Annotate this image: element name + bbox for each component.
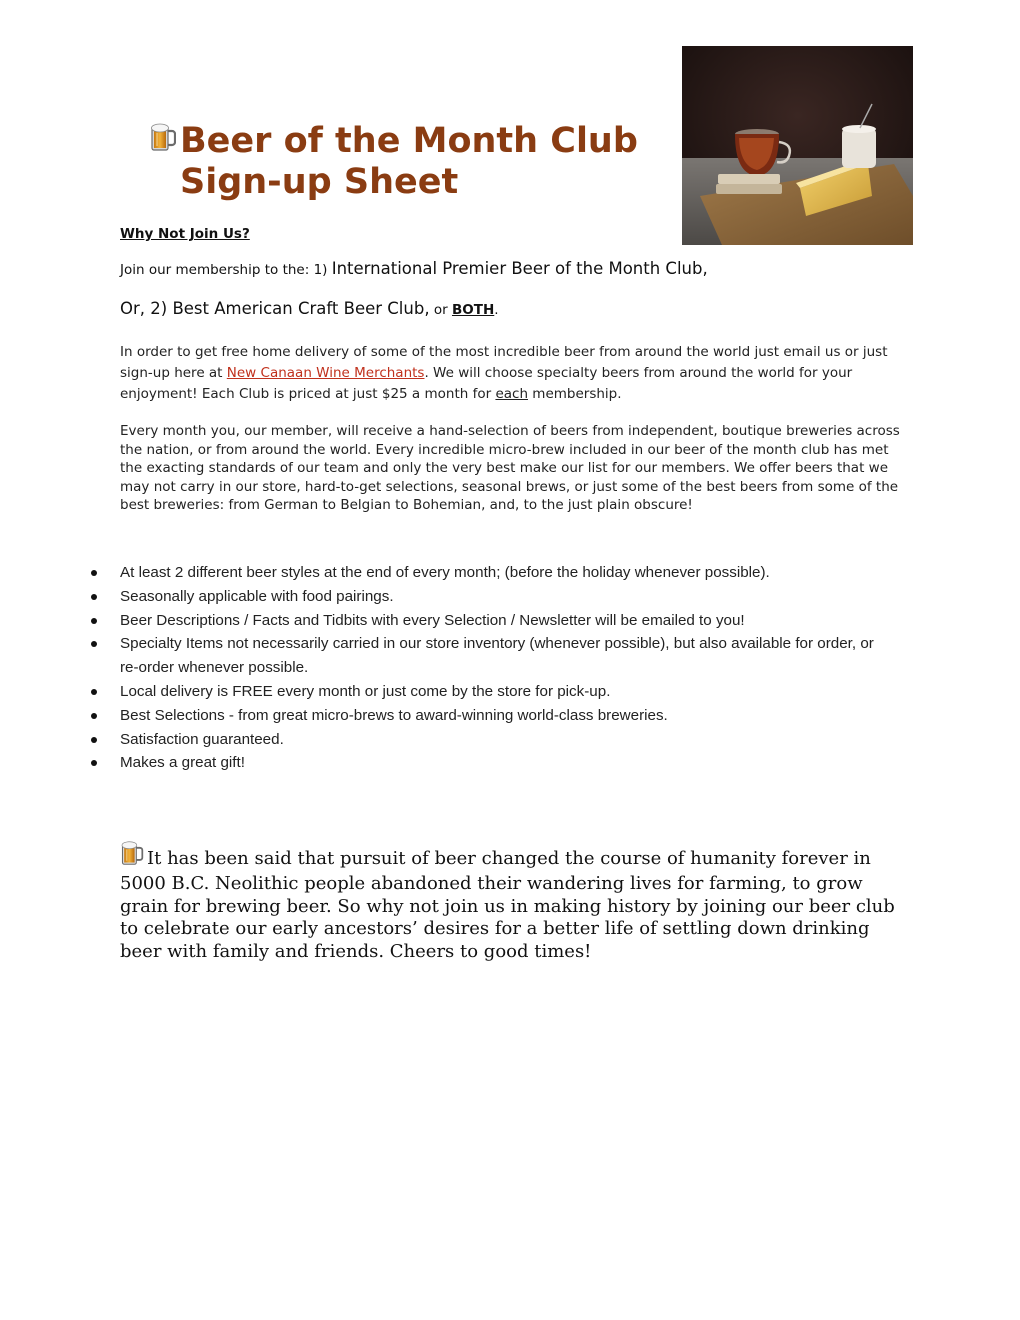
- beer-and-cheese-photo: [682, 46, 913, 245]
- list-item: [88, 585, 888, 609]
- closing-paragraph: [120, 840, 910, 964]
- list-item-text: At least 2 different beer styles at the end of every month; (before the holiday whenever possible).: [120, 564, 770, 581]
- delivery-paragraph: [120, 342, 900, 405]
- membership-paragraph: Every month you, our member, will receive a hand-selection of beers from independent, boutique breweries across the nation, or from around the world. Every incredible micro-brew included in our beer of the month club has met the exacting standards of our team and only the very best make our list for our members. We offer beers that we may not carry in our store, hard-to-get selections, seasonal brews, or just some of the best beers from some of the best breweries: from German to Belgian to Bohemian, and, to the just plain obscure!: [120, 423, 900, 514]
- or-line: [120, 299, 499, 318]
- merchant-link[interactable]: New Canaan Wine Merchants: [226, 365, 425, 381]
- why-join-heading: Why Not Join Us?: [120, 226, 250, 242]
- bullet-icon: [91, 760, 97, 766]
- bullet-icon: [91, 594, 97, 600]
- list-item-text: Seasonally applicable with food pairings.: [120, 587, 394, 605]
- list-item: [88, 680, 888, 704]
- join-line: [120, 259, 708, 278]
- each-text: each: [495, 386, 528, 402]
- bullet-icon: [91, 641, 97, 647]
- paragraph-text: membership.: [528, 386, 622, 402]
- bullet-icon: [91, 713, 97, 719]
- bullet-icon: [91, 618, 97, 624]
- list-item-text: Specialty Items not necessarily carried in our store inventory (whenever possible), but also available for order, or re-order whenever possible.: [120, 635, 874, 677]
- or-text: or: [429, 302, 452, 318]
- paragraph-text: In order to get free home delivery of some of the most incredible beer from around the world just email us or just sign-up here at: [120, 344, 888, 381]
- list-item-text: Makes a great gift!: [120, 754, 245, 772]
- paragraph-text: . We will choose specialty beers from around the world for your enjoyment! Each Club is priced at just $25 a month for: [120, 365, 853, 402]
- bullet-icon: [91, 689, 97, 695]
- list-item-text: Satisfaction guaranteed.: [120, 730, 284, 748]
- list-item-text: Local delivery is FREE every month or just come by the store for pick-up.: [120, 682, 611, 700]
- beer-mug-icon: [120, 840, 144, 873]
- list-item: [88, 609, 888, 633]
- list-item-text: Best Selections - from great micro-brews to award-winning world-class breweries.: [120, 706, 668, 724]
- list-item: [88, 704, 888, 728]
- bullet-icon: [91, 570, 97, 576]
- list-item: [88, 751, 888, 775]
- join-prefix: Join our membership to the: 1): [120, 262, 332, 278]
- both-option: BOTH: [451, 302, 495, 318]
- closing-text: It has been said that pursuit of beer changed the course of humanity forever in 5000 B.C. Neolithic people abandoned their wandering lives for farming, to grow grain for brewing beer. So why not join us in making history by joining our beer club to celebrate our early ancestors’ desires for a better life of settling down drinking beer with family and friends. Cheers to good times!: [120, 848, 895, 963]
- list-item: [88, 561, 888, 585]
- benefits-list: [88, 561, 888, 775]
- page-title-line-1: Beer of the Month Club: [180, 121, 638, 161]
- club-1-name: International Premier Beer of the Month Club,: [331, 259, 708, 278]
- list-item: [88, 728, 888, 752]
- list-item: [88, 632, 888, 680]
- list-item-text: Beer Descriptions / Facts and Tidbits with every Selection / Newsletter will be emailed to you!: [120, 611, 745, 629]
- page-title-line-2: Sign-up Sheet: [180, 162, 459, 202]
- beer-mug-icon: [150, 122, 176, 152]
- club-2-name: Or, 2) Best American Craft Beer Club,: [120, 299, 430, 318]
- period: .: [494, 302, 499, 318]
- bullet-icon: [91, 737, 97, 743]
